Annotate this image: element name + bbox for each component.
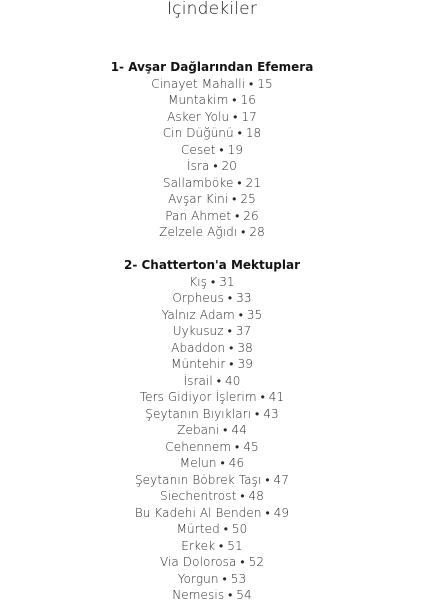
toc-entry: Orpheus • 33 bbox=[172, 291, 252, 305]
toc-entry: Muntakim • 16 bbox=[168, 93, 256, 107]
toc-entry: Asker Yolu • 17 bbox=[167, 109, 257, 124]
entry-list bbox=[0, 274, 424, 604]
section-heading: 1- Avşar Dağlarından Efemera bbox=[110, 60, 314, 74]
toc-entry: İsrail • 40 bbox=[183, 373, 241, 388]
toc-entry: Kış • 31 bbox=[189, 274, 235, 289]
toc-entry: Bu Kadehi Al Benden • 49 bbox=[134, 505, 290, 520]
toc-entry: Zebani • 44 bbox=[177, 423, 247, 437]
toc-entry: Abaddon • 38 bbox=[171, 340, 253, 355]
toc-entry: Şeytanın Böbrek Taşı • 47 bbox=[134, 472, 290, 487]
toc-entry: Yorgun • 53 bbox=[177, 571, 247, 586]
toc-entry: Siechentrost • 48 bbox=[160, 489, 264, 503]
section-heading: 2- Chatterton'a Mektuplar bbox=[123, 258, 300, 272]
toc-entry: Cinayet Mahalli • 15 bbox=[151, 76, 273, 91]
toc-entry: Müntehir • 39 bbox=[171, 357, 253, 371]
toc-section-1 bbox=[0, 59, 424, 241]
toc-section-2 bbox=[0, 257, 424, 604]
toc-entry: Via Dolorosa • 52 bbox=[159, 555, 265, 569]
entry-list bbox=[0, 76, 424, 241]
toc-entry: Nemesis • 54 bbox=[172, 588, 252, 602]
toc-entry: Ters Gidiyor İşlerim • 41 bbox=[139, 390, 285, 404]
toc-entry: Ceset • 19 bbox=[180, 142, 244, 157]
toc-entry: Cin Düğünü • 18 bbox=[162, 126, 262, 140]
toc-entry: Mürted • 50 bbox=[176, 522, 248, 536]
toc-entry: Avşar Kini • 25 bbox=[168, 192, 256, 206]
toc-entry: Cehennem • 45 bbox=[165, 439, 259, 454]
toc-entry: İsra • 20 bbox=[186, 159, 238, 173]
toc-entry: Pan Ahmet • 26 bbox=[165, 208, 259, 223]
toc-entry: Melun • 46 bbox=[179, 456, 245, 470]
toc-entry: Zelzele Ağıdı • 28 bbox=[159, 225, 265, 239]
page-title: İçindekiler bbox=[166, 0, 258, 19]
toc-entry: Sallamböke • 21 bbox=[162, 175, 262, 190]
toc-entry: Yalnız Adam • 35 bbox=[161, 307, 263, 322]
toc-entry: Şeytanın Bıyıkları • 43 bbox=[145, 406, 279, 421]
toc-entry: Uykusuz • 37 bbox=[172, 324, 252, 338]
toc-entry: Erkek • 51 bbox=[181, 538, 243, 553]
